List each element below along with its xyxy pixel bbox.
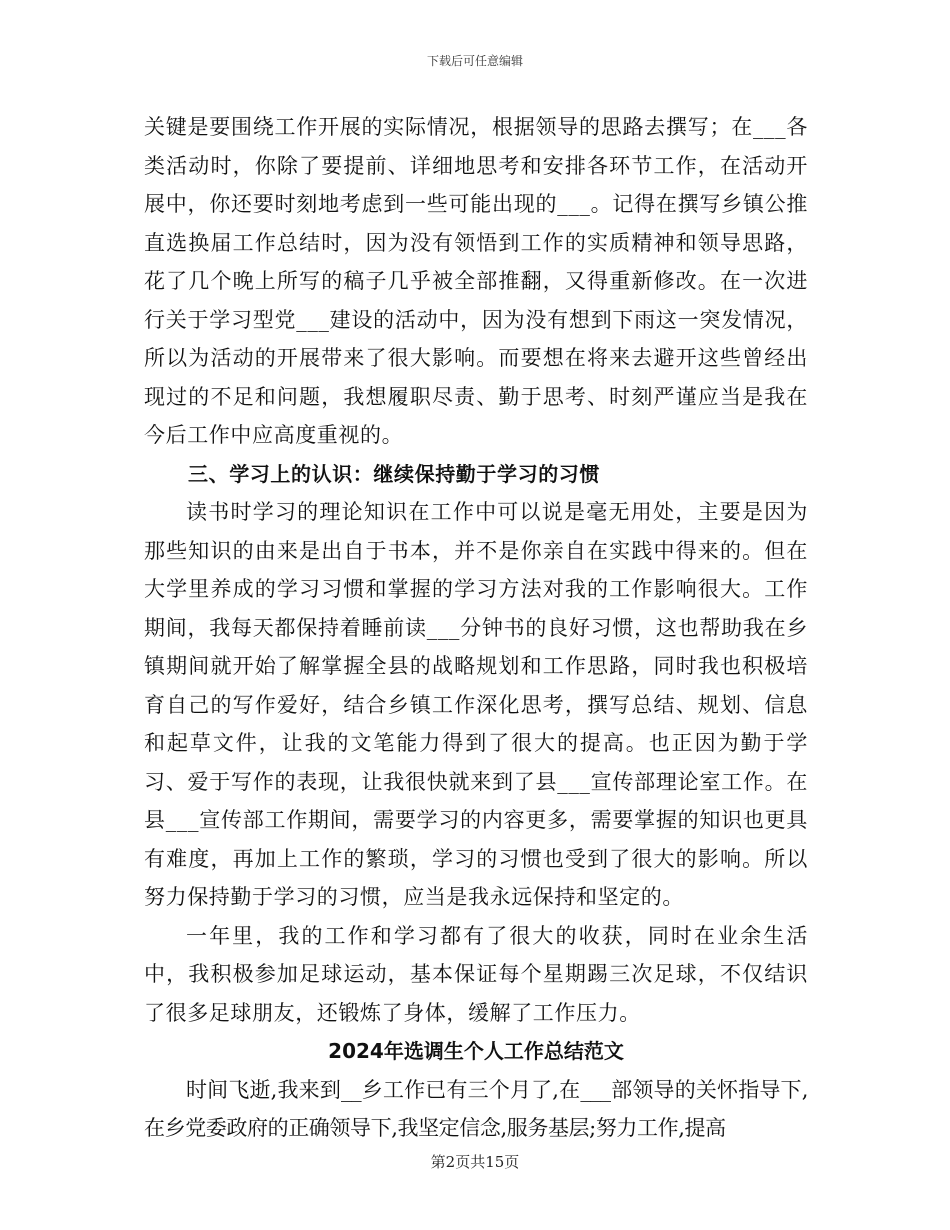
body-paragraph: 读书时学习的理论知识在工作中可以说是毫无用处，主要是因为那些知识的由来是出自于书本，并不是你亲自在实践中得来的。但在大学里养成的学习习惯和掌握的学习方法对我的工作影响很大。工作期间，我每天都保持着睡前读___分钟书的良好习惯，这也帮助我在乡镇期间就开始了解掌握全县的战略规划和工作思路，同时我也积极培育自己的写作爱好，结合乡镇工作深化思考，撰写总结、规划、信息和起草文件，让我的文笔能力得到了很大的提高。也正因为勤于学习、爱于写作的表现，让我很快就来到了县___宣传部理论室工作。在县___宣传部工作期间，需要学习的内容更多，需要掌握的知识也更具有难度，再加上工作的繁琐，学习的习惯也受到了很大的影响。所以努力保持勤于学习的习惯，应当是我永远保持和坚定的。 (144, 500, 808, 909)
page-header-note: 下载后可任意编辑 (426, 54, 523, 68)
document-title: 2024年选调生个人工作总结范文 (328, 1039, 624, 1063)
document-body (144, 108, 808, 1148)
page-number: 第2页共15页 (430, 1153, 520, 1171)
body-paragraph: 时间飞逝,我来到__乡工作已有三个月了,在___部领导的关怀指导下,在乡党委政府的正确领导下,我坚定信念,服务基层;努力工作,提高 (144, 1077, 808, 1140)
body-paragraph: 一年里，我的工作和学习都有了很大的收获，同时在业余生活中，我积极参加足球运动，基本保证每个星期踢三次足球，不仅结识了很多足球朋友，还锻炼了身体，缓解了工作压力。 (144, 923, 808, 1025)
body-paragraph: 关键是要围绕工作开展的实际情况，根据领导的思路去撰写；在___各类活动时，你除了要提前、详细地思考和安排各环节工作，在活动开展中，你还要时刻地考虑到一些可能出现的___。记得在撰写乡镇公推直选换届工作总结时，因为没有领悟到工作的实质精神和领导思路，花了几个晚上所写的稿子几乎被全部推翻，又得重新修改。在一次进行关于学习型党___建设的活动中，因为没有想到下雨这一突发情况，所以为活动的开展带来了很大影响。而要想在将来去避开这些曾经出现过的不足和问题，我想履职尽责、勤于思考、时刻严谨应当是我在今后工作中应高度重视的。 (144, 115, 808, 447)
section-heading: 三、学习上的认识：继续保持勤于学习的习惯 (188, 461, 600, 486)
